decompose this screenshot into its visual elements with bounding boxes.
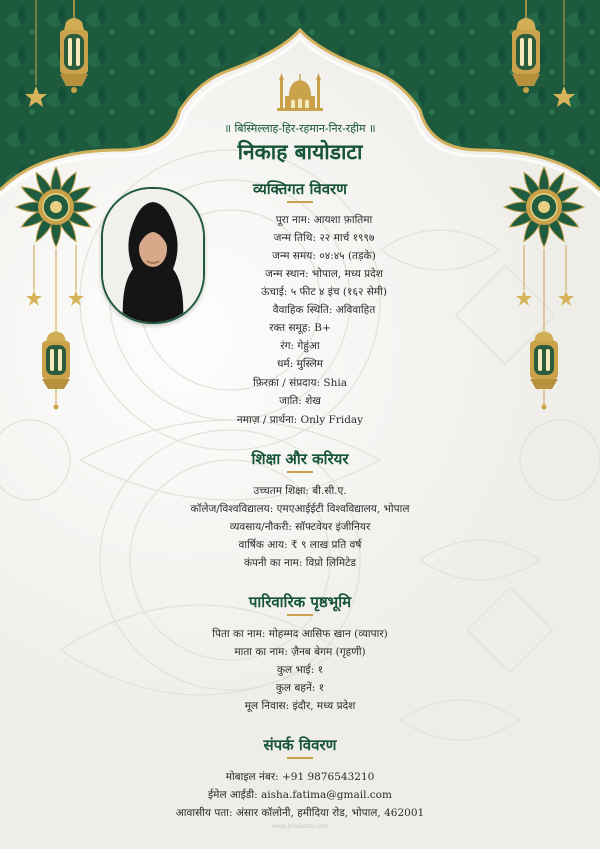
detail-line: वैवाहिक स्थिति: अविवाहित xyxy=(272,304,376,316)
detail-line: मूल निवास: इंदौर, मध्य प्रदेश xyxy=(244,700,356,712)
detail-line: कुल बहनें: १ xyxy=(275,682,325,694)
detail-line: आवासीय पता: अंसार कॉलोनी, हमीदिया रोड, भोपाल, 462001 xyxy=(175,807,425,819)
detail-line: जन्म तिथि: २२ मार्च १९९७ xyxy=(273,232,375,244)
detail-line: धर्म: मुस्लिम xyxy=(276,358,324,370)
detail-line: व्यवसाय/नौकरी: सॉफ्टवेयर इंजीनियर xyxy=(229,521,371,533)
detail-line: माता का नाम: ज़ैनब बेगम (गृहणी) xyxy=(234,646,366,658)
bismillah-line: ॥ बिस्मिल्लाह-हिर-रहमान-निर-रहीम ॥ xyxy=(224,122,376,135)
detail-line: फ़िरक़ा / संप्रदाय: Shia xyxy=(252,377,347,389)
detail-line: नमाज़ / प्रार्थना: Only Friday xyxy=(236,414,364,426)
page-title: निकाह बायोडाटा xyxy=(237,139,363,164)
detail-line: जन्म समय: ०४:४५ (तड़के) xyxy=(272,250,376,262)
detail-line: मोबाइल नंबर: +91 9876543210 xyxy=(225,771,375,783)
section-title-education: शिक्षा और करियर xyxy=(251,450,349,468)
detail-line: ऊंचाई: ५ फीट ४ इंच (१६२ सेमी) xyxy=(261,286,387,298)
section-divider xyxy=(287,471,313,473)
detail-line: वार्षिक आय: ₹ ९ लाख प्रति वर्ष xyxy=(238,539,362,551)
detail-line: रंग: गेहुंआ xyxy=(280,340,320,352)
section-divider xyxy=(287,614,313,616)
section-title-personal: व्यक्तिगत विवरण xyxy=(252,180,348,198)
section-divider xyxy=(287,201,313,203)
detail-line: उच्चतम शिक्षा: बी.सी.ए. xyxy=(253,485,347,497)
detail-line: जाति: शेख xyxy=(279,395,321,407)
detail-line: रक्त समूह: B+ xyxy=(269,322,331,334)
section-divider xyxy=(287,757,313,759)
watermark: www.biodatas.com xyxy=(271,823,329,830)
detail-line: जन्म स्थान: भोपाल, मध्य प्रदेश xyxy=(265,268,383,280)
detail-line: कुल भाई: १ xyxy=(276,664,324,676)
detail-line: पूरा नाम: आयशा फ़ातिमा xyxy=(275,214,373,226)
section-title-family: पारिवारिक पृष्ठभूमि xyxy=(248,593,352,611)
detail-line: कॉलेज/विश्वविद्यालय: एमएआईईटी विश्वविद्यालय, भोपाल xyxy=(190,503,410,515)
detail-line: ईमेल आईडी: aisha.fatima@gmail.com xyxy=(208,789,392,801)
section-title-contact: संपर्क विवरण xyxy=(263,736,337,754)
detail-line: पिता का नाम: मोहम्मद आसिफ खान (व्यापार) xyxy=(212,628,388,640)
detail-line: कंपनी का नाम: विप्रो लिमिटेड xyxy=(243,557,357,569)
